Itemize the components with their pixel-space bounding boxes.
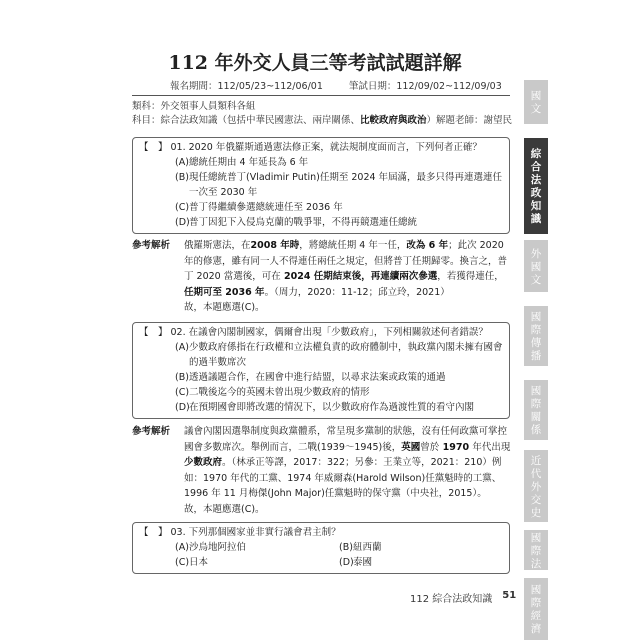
category-line: 類科：外交領事人員類科各組	[132, 101, 256, 112]
answer-explanation-2	[132, 424, 512, 517]
sidebar-tab-label: 國 際 傳 播	[530, 311, 542, 362]
subject-suffix: ）解題老師：謝望民	[426, 115, 513, 126]
sidebar-tab-0[interactable]	[524, 80, 548, 124]
sidebar-tab-5[interactable]	[524, 450, 548, 522]
option-a: (A) 少數政府係指在行政權和立法權負責的政府體制中，執政黨內閣未擁有國會的過半數席次	[175, 342, 503, 368]
answer-explanation-1	[132, 238, 512, 316]
answer-label: 參考解析	[132, 240, 171, 251]
option-a: (A) 沙烏地阿拉伯	[175, 542, 247, 553]
option-b: (B) 紐西蘭	[339, 542, 382, 553]
sidebar-tab-4[interactable]	[524, 380, 548, 440]
sidebar-tab-2[interactable]	[524, 240, 548, 292]
sidebar-tab-1[interactable]	[524, 138, 548, 234]
option-d: (D) 在預期國會即將改選的情況下，以少數政府作為過渡性質的看守內閣	[175, 402, 475, 413]
question-stem: 在議會內閣制國家，偶爾會出現「少數政府」，下列相關敘述何者錯誤？	[188, 327, 488, 338]
sidebar-tab-label: 國 際 法	[530, 531, 542, 570]
answer-conclusion: 故，本題應選(C)。	[184, 302, 265, 313]
option-b: (B) 透過議題合作，在國會中進行結盟，以尋求法案或政策的通過	[175, 372, 446, 383]
footer-section: 112 綜合法政知識	[410, 594, 493, 605]
answer-bracket: 【 】	[139, 327, 168, 338]
question-box-3	[132, 522, 510, 574]
option-grid	[139, 540, 503, 570]
exam-date: 筆試日期：112/09/02~112/09/03	[348, 81, 502, 92]
answer-label: 參考解析	[132, 426, 171, 437]
answer-body: 俄羅斯憲法，在2008 年時，將總統任期 4 年一任，改為 6 年；此次 2020 年的修憲，雖有同一人不得連任兩任之規定，但將普丁任期歸零。換言之，普丁 2020 當選後，可在 2024 任期結束後，再連續兩次參選，若獲得連任，任期可至 2036 年。（周力，2020：11-12；邱立玲，2021） 故，本題應選(C)。	[184, 238, 512, 316]
option-d: (D) 泰國	[339, 557, 373, 568]
question-number: 01.	[170, 142, 186, 153]
question-box-1	[132, 137, 510, 234]
exam-meta	[132, 100, 512, 128]
answer-conclusion: 故，本題應選(C)。	[184, 503, 265, 515]
page-number: 51	[502, 590, 517, 601]
title-divider	[132, 95, 510, 96]
question-number: 03.	[170, 527, 186, 538]
sidebar-tab-label: 近 代 外 交 史	[530, 454, 542, 519]
option-d: (D) 普丁因犯下入侵烏克蘭的戰爭罪，不得再競選連任總統	[175, 217, 418, 228]
option-a: (A) 總統任期由 4 年延長為 6 年	[175, 157, 309, 168]
sidebar-tab-label: 國 文	[530, 90, 542, 115]
answer-bracket: 【 】	[139, 527, 168, 538]
exam-dates	[170, 78, 510, 92]
sidebar-tab-label: 國 際 關 係	[530, 385, 542, 436]
question-number: 02.	[170, 327, 186, 338]
sidebar-tab-label: 國 際 經 濟	[530, 584, 542, 635]
sidebar-tab-7[interactable]	[524, 578, 548, 640]
option-c: (C) 二戰後迄今的英國未曾出現少數政府的情形	[175, 387, 370, 398]
sidebar-tab-3[interactable]	[524, 306, 548, 366]
sidebar-tab-label: 綜 合 法 政 知 識	[530, 148, 542, 225]
subject-prefix: 科目：綜合法政知識（包括中華民國憲法、兩岸關係、	[132, 115, 361, 126]
signup-period: 報名期間：112/05/23~112/06/01	[170, 81, 323, 92]
page-title: 112 年外交人員三等考試試題詳解	[168, 52, 462, 74]
question-box-2	[132, 322, 510, 419]
option-b: (B) 現任總統普丁(Vladimir Putin)任期至 2024 年屆滿，最多只得再連選連任一次至 2030 年	[175, 172, 503, 198]
sidebar-tab-6[interactable]	[524, 530, 548, 570]
question-stem: 2020 年俄羅斯通過憲法修正案，就法規制度面而言，下列何者正確？	[188, 142, 482, 153]
option-c: (C) 普丁得繼續參選總統連任至 2036 年	[175, 202, 343, 213]
subject-line	[132, 114, 512, 128]
sidebar-tab-label: 外 國 文	[530, 247, 542, 286]
subject-highlight: 比較政府與政治	[360, 115, 427, 126]
answer-body: 議會內閣因選舉制度與政黨體系，常呈現多黨制的狀態，沒有任何政黨可掌控國會多數席次。舉例而言，二戰(1939～1945)後，英國曾於 1970 年代出現少數政府。（林承正等譯，2017：322；另參：王業立等，2021：210）例如：1970 年代的工黨、1974 年威爾森(Harold Wilson)任黨魁時的工黨、1996 年 11 月梅傑(John Major)任黨魁時的保守黨（中央社，2015）。 故，本題應選(C)。	[184, 424, 512, 517]
answer-bracket: 【 】	[139, 142, 168, 153]
question-stem: 下列那個國家並非實行議會君主制？	[188, 527, 341, 538]
option-c: (C) 日本	[175, 557, 209, 568]
page-footer	[410, 590, 516, 605]
